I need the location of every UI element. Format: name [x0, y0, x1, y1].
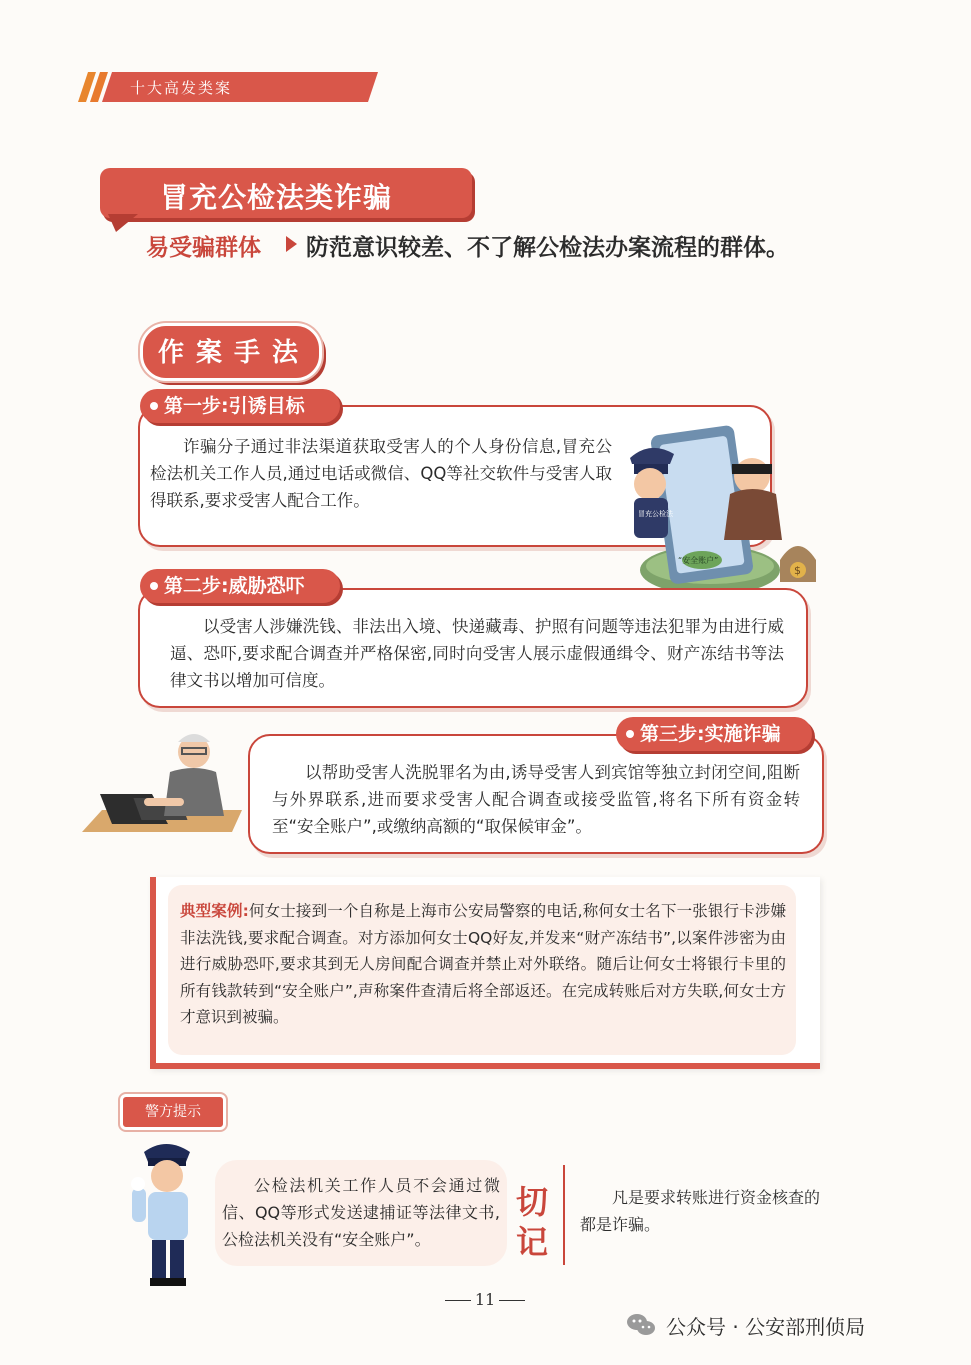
- section-label: 十大高发类案: [130, 79, 233, 97]
- watermark: [626, 1309, 865, 1341]
- step-3-text: 以帮助受害人洗脱罪名为由,诱导受害人到宾馆等独立封闭空间,阻断与外界联系,进而要求受害人配合调查或接受监管,将名下所有资金转至“安全账户”,或缴纳高额的“取保候审金”。: [272, 763, 800, 836]
- police-officer-illustration: [120, 1138, 210, 1288]
- watermark-text: 公众号 · 公安部刑侦局: [666, 1314, 866, 1339]
- remember-divider: [563, 1165, 565, 1265]
- arrow-right-icon: [286, 236, 297, 252]
- ribbon-tail: [108, 214, 138, 232]
- police-tip-tag: 警方提示: [120, 1094, 226, 1130]
- scam-phone-illustration: [600, 420, 840, 598]
- wechat-icon: [626, 1312, 656, 1338]
- case-label: 典型案例:: [180, 902, 249, 920]
- page-number-line-right: [499, 1300, 525, 1301]
- elderly-laptop-illustration: [82, 728, 248, 838]
- step-1-label: 第一步:引诱目标: [140, 389, 340, 423]
- page-number: 11: [474, 1290, 496, 1309]
- target-group-label: 易受骗群体: [146, 235, 261, 261]
- dollar-bag-icon: $: [794, 564, 801, 577]
- step-3-label: 第三步:实施诈骗: [616, 717, 812, 751]
- target-group-text: 防范意识较差、不了解公检法办案流程的群体。: [306, 235, 789, 261]
- police-badge-text: 冒充公检法: [638, 510, 673, 518]
- police-tip-text: 公检法机关工作人员不会通过微信、QQ等形式发送逮捕证等法律文书,公检法机关没有“安全账户”。: [222, 1176, 500, 1249]
- page-title: 冒充公检法类诈骗: [160, 181, 393, 214]
- case-text-block: [180, 898, 786, 1031]
- case-text: 何女士接到一个自称是上海市公安局警察的电话,称何女士名下一张银行卡涉嫌非法洗钱,要求配合调查。对方添加何女士QQ好友,并发来“财产冻结书”,以案件涉密为由进行威胁恐吓,要求其到无人房间配合调查并禁止对外联络。随后让何女士将银行卡里的所有钱款转到“安全账户”,声称案件查清后将全部返还。在完成转账后对方失联,何女士方才意识到被骗。: [180, 902, 787, 1026]
- step-2-label: 第二步:威胁恐吓: [140, 569, 340, 603]
- step-2-text: 以受害人涉嫌洗钱、非法出入境、快递藏毒、护照有问题等违法犯罪为由进行威逼、恐吓,要求配合调查并严格保密,同时向受害人展示虚假通缉令、财产冻结书等法律文书以增加可信度。: [170, 617, 784, 690]
- method-heading: 作案手法: [158, 338, 311, 368]
- remember-text: 凡是要求转账进行资金核查的都是诈骗。: [580, 1188, 821, 1234]
- bag-label-text: “安全账户”: [678, 556, 719, 565]
- remember-label: 切记: [516, 1183, 549, 1261]
- step-1-text: 诈骗分子通过非法渠道获取受害人的个人身份信息,冒充公检法机关工作人员,通过电话或微信、QQ等社交软件与受害人取得联系,要求受害人配合工作。: [150, 437, 612, 510]
